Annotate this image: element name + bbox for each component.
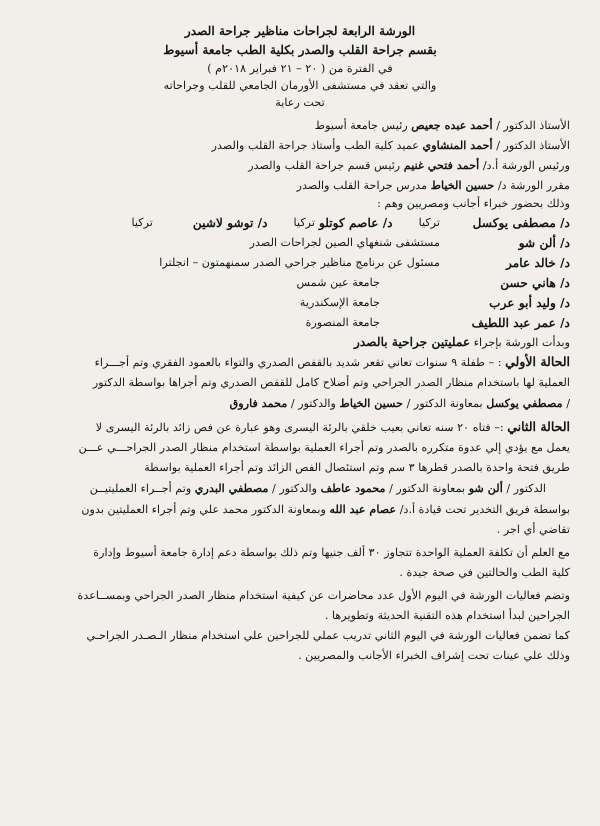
expert-row bbox=[30, 253, 570, 273]
expert-name: د/ خالد عامر bbox=[506, 256, 570, 270]
date-range: في الفترة من ( ٢٠ – ٢١ فبراير ٢٠١٨م ) bbox=[207, 62, 393, 75]
patron-line bbox=[30, 135, 570, 155]
patron-title: مقرر الورشة د/ bbox=[497, 179, 570, 192]
expert-row bbox=[30, 233, 570, 253]
expert-name: د/ وليد أبو عرب bbox=[489, 296, 570, 310]
case-text: : – طفلة ٩ سنوات تعاني تقعر شديد بالقفص الصدري والتواء بالعمود الفقري وتم أجـــراء bbox=[94, 356, 502, 369]
case-text: طريق فتحة واحدة بالصدر قطرها ٣ سم وتم استئصال الفص الزائد وتم أجراء العملية بواسطة bbox=[144, 461, 570, 474]
patron-line bbox=[30, 155, 570, 175]
case-text: بمعاونة الدكتور / bbox=[389, 482, 466, 495]
case-text: والدكتور / bbox=[272, 482, 318, 495]
expert-affiliation: جامعة المنصورة bbox=[305, 316, 380, 329]
operations-intro bbox=[30, 333, 570, 352]
expert-affiliation: جامعة الإسكندرية bbox=[299, 296, 380, 309]
case-text: وتم أجــراء العمليتيــن bbox=[89, 482, 192, 495]
department-title: بقسم جراحة القلب والصدر بكلية الطب جامعة أسيوط bbox=[163, 43, 437, 57]
expert-name: د/ هاني حسن bbox=[500, 276, 570, 290]
case-text: / bbox=[566, 397, 570, 410]
patron-name: أحمد المنشاوي bbox=[422, 138, 493, 152]
case-text: يعمل مع يؤدي إلي عدوة متكرره بالصدر وتم أجراء العملية بواسطة استخدام منظار الصدر الجراحـــي عـــن bbox=[78, 441, 570, 454]
surgeon-name: محمود عاطف bbox=[320, 481, 386, 495]
case-one bbox=[30, 352, 570, 414]
paragraph-line: وذلك علي عينات تحت إشراف الخبراء الأجانب والمصريين . bbox=[298, 649, 570, 662]
patronage-label: تحت رعاية bbox=[275, 96, 325, 109]
surgeon-name: مصطفي البدري bbox=[194, 481, 269, 495]
patron-title: الأستاذ الدكتور / bbox=[496, 119, 570, 132]
case-text: العملية لها باستخدام منظار الصدر الجراحي وتم أصلاح كامل للقفص الصدري وتم أجراها بواسطة الدكتور bbox=[92, 376, 570, 389]
surgeon-name: حسين الخياط bbox=[339, 396, 404, 410]
expert-name: د/ ألن شو bbox=[518, 236, 570, 250]
patron-name: أحمد عبده جعيص bbox=[411, 118, 493, 132]
patron-role: رئيس جامعة أسيوط bbox=[314, 119, 408, 132]
case-text: الدكتور / bbox=[506, 482, 546, 495]
case-text: تقاضي أي اجر . bbox=[496, 523, 570, 536]
patron-role: عميد كلية الطب وأستاذ جراحة القلب والصدر bbox=[211, 139, 419, 152]
paragraph-line: مع العلم أن تكلفة العملية الواحدة تتجاوز ٣٠ ألف جنيها وتم ذلك بواسطة دعم إدارة جامعة أسيوط وإدارة bbox=[93, 546, 570, 559]
operations-intro-bold: عمليتين جراحية بالصدر bbox=[354, 335, 471, 349]
expert-affiliation: تركيا bbox=[131, 216, 153, 229]
case-text: والدكتور / bbox=[290, 397, 336, 410]
cost-paragraph bbox=[30, 543, 570, 583]
anesthesia-lead-name: عصام عبد الله bbox=[329, 502, 397, 516]
surgeon-name: مصطفي يوكسل bbox=[486, 396, 563, 410]
patron-line bbox=[30, 175, 570, 195]
experts-intro: وذلك بحضور خبراء أجانب ومصريين وهم : bbox=[377, 197, 570, 210]
paragraph-line: وتضم فعاليات الورشة في اليوم الأول عدد محاضرات عن كيفية استخدام منظار الصدر الجراحي وبمســاعدة bbox=[77, 589, 570, 602]
expert-row bbox=[30, 273, 570, 293]
expert-affiliation: جامعة عين شمس bbox=[296, 276, 380, 289]
operations-intro-text: وبدأت الورشة بإجراء bbox=[473, 336, 570, 349]
expert-row bbox=[30, 213, 570, 233]
surgeon-name: ألن شو bbox=[468, 481, 503, 495]
surgeon-name: محمد فاروق bbox=[229, 396, 288, 410]
case-text: بمعاونة الدكتور / bbox=[406, 397, 483, 410]
case-two bbox=[30, 417, 570, 540]
paragraph-line: الجراحين لبدأ استخدام هذه التقنية الحديثة وتطويرها . bbox=[324, 609, 570, 622]
paragraph-line: كما تضمن فعاليات الورشة في اليوم الثاني تدريب عملي للجراحين علي استخدام منظار الـصـدر الجراحـي bbox=[86, 629, 570, 642]
day-two-paragraph bbox=[30, 626, 570, 666]
case-label: الحالة الثاني bbox=[507, 419, 570, 434]
expert-name: د/ مصطفى يوكسل bbox=[472, 216, 570, 230]
patron-name: حسين الخياط bbox=[430, 178, 495, 192]
experts-list bbox=[30, 213, 570, 333]
patron-name: أحمد فتحي غنيم bbox=[403, 158, 480, 172]
expert-affiliation: تركيا bbox=[293, 216, 315, 229]
expert-name: د/ عمر عبد اللطيف bbox=[471, 316, 570, 330]
expert-affiliation: مسئول عن برنامج مناظير جراحي الصدر سمنهمتون – انجلترا bbox=[159, 256, 440, 269]
expert-row bbox=[30, 313, 570, 333]
patron-title: ورئيس الورشة أ.د/ bbox=[482, 159, 570, 172]
day-one-paragraph bbox=[30, 586, 570, 626]
expert-row bbox=[30, 293, 570, 313]
patron-line bbox=[30, 115, 570, 135]
expert-affiliation: تركيا bbox=[418, 216, 440, 229]
venue-line: والتي تعقد في مستشفى الأورمان الجامعي للقلب وجراحاته bbox=[163, 79, 437, 92]
workshop-title: الورشة الرابعة لجراحات مناظير جراحة الصدر bbox=[184, 24, 416, 38]
patrons-list bbox=[30, 115, 570, 213]
expert-name: د/ توشو لاشين bbox=[192, 216, 268, 230]
patron-title: الأستاذ الدكتور / bbox=[496, 139, 570, 152]
case-text: :– فتاه ٢٠ سنه تعاني بعيب خلقي بالرئة اليسرى وهو عبارة عن فص زائد بالرئة اليسرى لا bbox=[95, 421, 504, 434]
paragraph-line: كلية الطب والحالتين في صحة جيدة . bbox=[399, 566, 570, 579]
expert-name: د/ عاصم كوتلو bbox=[318, 216, 393, 230]
case-text: بواسطة فريق التخدير تحت قيادة أ.د/ bbox=[399, 503, 570, 516]
document-header bbox=[30, 22, 570, 111]
expert-affiliation: مستشفى شنغهاي الصين لجراحات الصدر bbox=[249, 236, 440, 249]
case-text: وبمعاونة الدكتور محمد علي وتم أجراء العمليتين بدون bbox=[81, 503, 326, 516]
case-label: الحالة الأولي bbox=[505, 354, 570, 369]
patron-role: رئيس قسم جراحة القلب والصدر bbox=[248, 159, 401, 172]
patron-role: مدرس جراحة القلب والصدر bbox=[296, 179, 428, 192]
